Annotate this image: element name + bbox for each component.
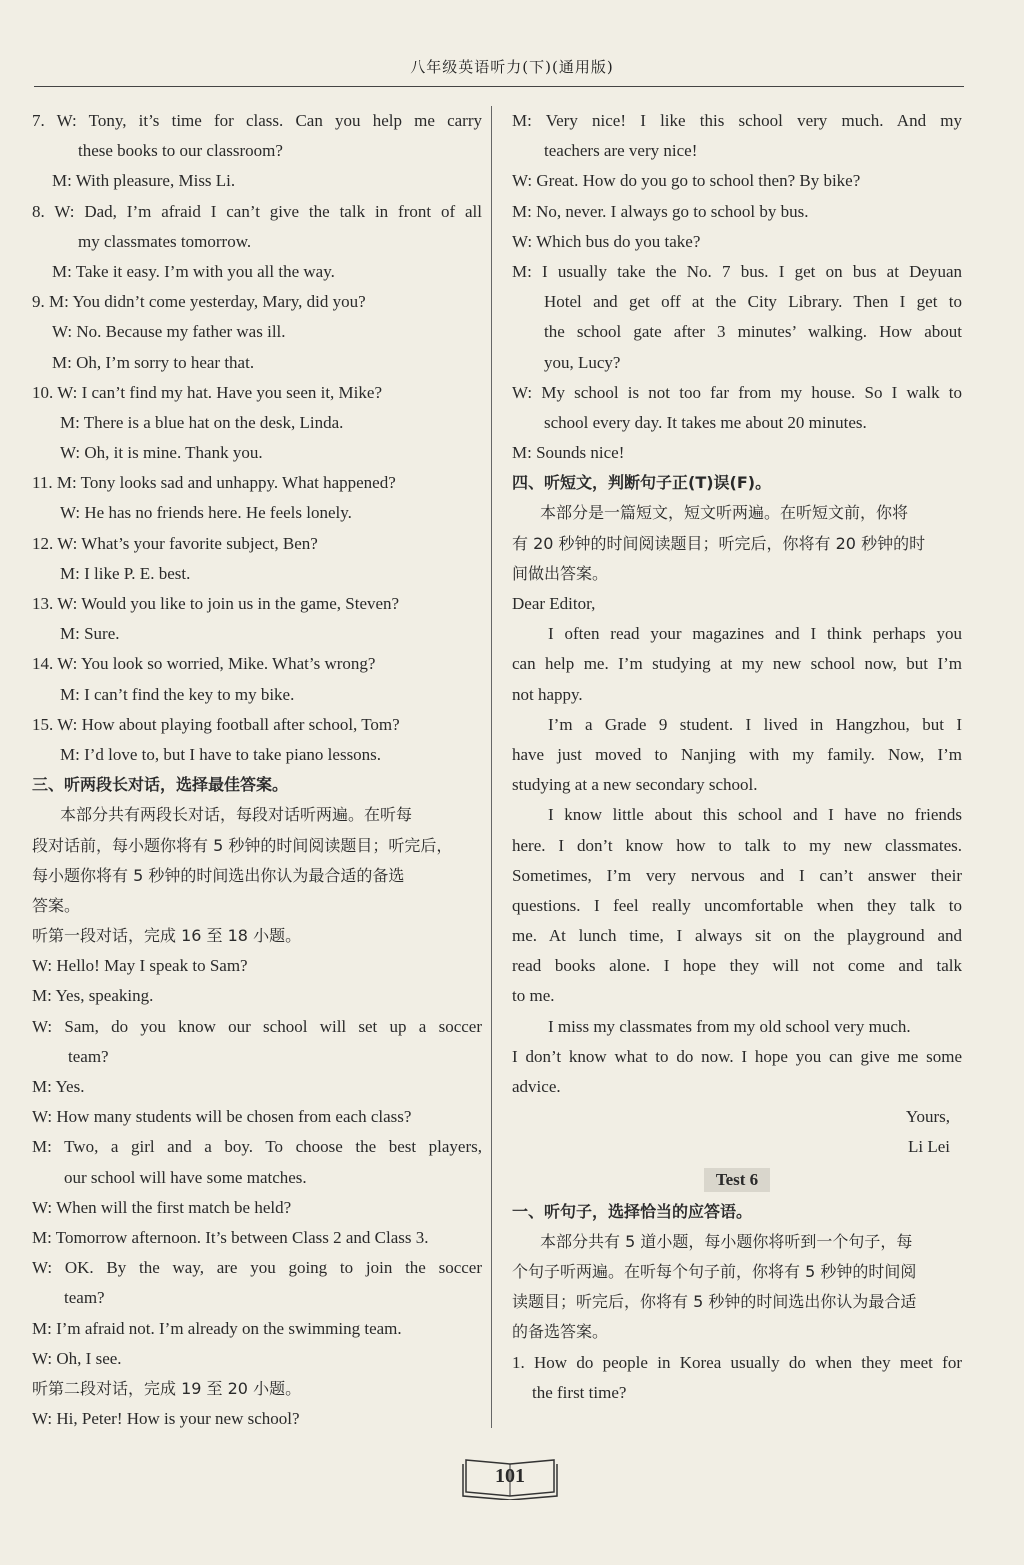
instruction-line: 听第二段对话，完成 19 至 20 小题。 bbox=[32, 1378, 302, 1398]
text-line: school every day. It takes me about 20 minutes. bbox=[544, 412, 867, 432]
text-line: my classmates tomorrow. bbox=[78, 231, 252, 251]
text-line: W: Oh, I see. bbox=[32, 1348, 122, 1368]
column-divider bbox=[491, 106, 492, 1428]
text-line: M: I like P. E. best. bbox=[60, 563, 191, 583]
instruction-line: 段对话前，每小题你将有 5 秒钟的时间阅读题目；听完后， bbox=[32, 835, 453, 855]
text-line: W: Hi, Peter! How is your new school? bbox=[32, 1409, 300, 1429]
text-line: studying at a new secondary school. bbox=[512, 775, 758, 795]
instruction-line: 答案。 bbox=[32, 895, 81, 915]
text-line: teachers are very nice! bbox=[544, 141, 698, 161]
text-line: Sometimes, I’m very nervous and I can’t answer their bbox=[512, 865, 962, 885]
text-line: W: Oh, it is mine. Thank you. bbox=[60, 443, 263, 463]
text-line: 1. How do people in Korea usually do when they meet for bbox=[512, 1352, 962, 1372]
test-title bbox=[512, 1163, 962, 1197]
text-line: read books alone. I hope they will not come and talk bbox=[512, 956, 962, 976]
text-line: W: How many students will be chosen from each class? bbox=[32, 1107, 412, 1127]
text-line: M: There is a blue hat on the desk, Linda. bbox=[60, 412, 344, 432]
text-line: W: Sam, do you know our school will set up a soccer bbox=[32, 1016, 482, 1036]
text-line: 7. W: Tony, it’s time for class. Can you help me carry bbox=[32, 111, 482, 130]
text-line: can help me. I’m studying at my new school now, but I’m bbox=[512, 654, 962, 674]
text-line: M: I usually take the No. 7 bus. I get on bus at Deyuan bbox=[512, 261, 962, 281]
instruction-line: 本部分是一篇短文，短文听两遍。在听短文前，你将 bbox=[540, 503, 909, 523]
instruction-line: 每小题你将有 5 秒钟的时间选出你认为最合适的备选 bbox=[32, 865, 405, 885]
text-line: M: No, never. I always go to school by bus. bbox=[512, 201, 809, 221]
instruction-line: 读题目；听完后，你将有 5 秒钟的时间选出你认为最合适 bbox=[512, 1292, 917, 1312]
section-heading: 四、听短文，判断句子正(T)误(F)。 bbox=[512, 473, 772, 493]
instruction-line: 有 20 秒钟的时间阅读题目；听完后，你将有 20 秒钟的时 bbox=[512, 533, 926, 553]
text-line: 10. W: I can’t find my hat. Have you seen it, Mike? bbox=[32, 382, 382, 402]
text-line: 12. W: What’s your favorite subject, Ben? bbox=[32, 533, 318, 553]
text-line: M: Very nice! I like this school very much. And my bbox=[512, 111, 962, 130]
text-line: our school will have some matches. bbox=[64, 1167, 307, 1187]
text-line: M: Yes. bbox=[32, 1077, 85, 1096]
text-line: these books to our classroom? bbox=[78, 141, 283, 161]
text-line: M: Sure. bbox=[60, 624, 120, 644]
text-line: not happy. bbox=[512, 684, 583, 704]
text-line: advice. bbox=[512, 1077, 561, 1096]
text-line: W: Great. How do you go to school then? By bike? bbox=[512, 171, 861, 191]
letter-signature: Li Lei bbox=[907, 1137, 950, 1157]
text-line: M: With pleasure, Miss Li. bbox=[52, 171, 236, 191]
text-line: 13. W: Would you like to join us in the game, Steven? bbox=[32, 594, 400, 613]
text-line: 14. W: You look so worried, Mike. What’s wrong? bbox=[32, 654, 376, 674]
text-line: me. At lunch time, I always sit on the playground and bbox=[512, 926, 962, 946]
instruction-line: 本部分共有两段长对话，每段对话听两遍。在听每 bbox=[60, 805, 413, 825]
page-number bbox=[460, 1456, 560, 1500]
text-line: W: My school is not too far from my house. So I walk to bbox=[512, 382, 962, 402]
text-line: questions. I feel really uncomfortable when they talk to bbox=[512, 895, 962, 915]
text-line: the first time? bbox=[532, 1382, 627, 1402]
text-line: W: He has no friends here. He feels lonely. bbox=[60, 503, 352, 523]
text-line: 15. W: How about playing football after school, Tom? bbox=[32, 714, 400, 734]
text-line: have just moved to Nanjing with my family. Now, I’m bbox=[512, 744, 962, 764]
text-line: team? bbox=[68, 1046, 109, 1066]
text-line: the school gate after 3 minutes’ walking. How about bbox=[544, 322, 962, 342]
section-heading: 三、听两段长对话，选择最佳答案。 bbox=[32, 775, 289, 795]
instruction-line: 间做出答案。 bbox=[512, 563, 609, 583]
text-line: Hotel and get off at the City Library. Then I get to bbox=[544, 292, 962, 312]
text-line: 8. W: Dad, I’m afraid I can’t give the talk in front of all bbox=[32, 201, 482, 221]
text-line: W: Which bus do you take? bbox=[512, 231, 701, 251]
letter-salutation: Dear Editor, bbox=[512, 594, 596, 613]
text-line: M: I can’t find the key to my bike. bbox=[60, 684, 295, 704]
section-heading: 一、听句子，选择恰当的应答语。 bbox=[512, 1201, 753, 1221]
letter-closing: Yours, bbox=[905, 1107, 950, 1127]
instruction-line: 个句子听两遍。在听每个句子前，你将有 5 秒钟的时间阅 bbox=[512, 1261, 917, 1281]
text-line: team? bbox=[64, 1288, 105, 1308]
left-column bbox=[32, 106, 482, 1434]
text-line: W: Hello! May I speak to Sam? bbox=[32, 956, 248, 976]
text-line: I often read your magazines and I think perhaps you bbox=[548, 624, 962, 644]
text-line: W: OK. By the way, are you going to join the soccer bbox=[32, 1258, 482, 1278]
text-line: I miss my classmates from my old school very much. bbox=[548, 1016, 911, 1036]
right-column bbox=[512, 106, 962, 1408]
text-line: 9. M: You didn’t come yesterday, Mary, did you? bbox=[32, 292, 366, 312]
text-line: to me. bbox=[512, 986, 555, 1006]
text-line: W: No. Because my father was ill. bbox=[52, 322, 286, 342]
text-line: I don’t know what to do now. I hope you can give me some bbox=[512, 1046, 962, 1066]
text-line: M: I’m afraid not. I’m already on the swimming team. bbox=[32, 1318, 402, 1338]
text-line: M: Two, a girl and a boy. To choose the best players, bbox=[32, 1137, 482, 1157]
instruction-line: 听第一段对话，完成 16 至 18 小题。 bbox=[32, 926, 302, 946]
instruction-line: 本部分共有 5 道小题，每小题你将听到一个句子，每 bbox=[540, 1231, 913, 1251]
page-number-label: 101 bbox=[495, 1464, 525, 1487]
text-line: M: Yes, speaking. bbox=[32, 986, 154, 1006]
test-title-label: Test 6 bbox=[704, 1168, 770, 1192]
text-line: M: Oh, I’m sorry to hear that. bbox=[52, 352, 255, 372]
text-line: M: Sounds nice! bbox=[512, 443, 625, 463]
header-rule bbox=[34, 86, 964, 87]
running-header: 八年级英语听力(下)(通用版) bbox=[410, 58, 614, 76]
text-line: 11. M: Tony looks sad and unhappy. What happened? bbox=[32, 473, 396, 493]
text-line: you, Lucy? bbox=[544, 352, 621, 372]
instruction-line: 的备选答案。 bbox=[512, 1322, 609, 1342]
text-line: M: I’d love to, but I have to take piano lessons. bbox=[60, 744, 382, 764]
text-line: W: When will the first match be held? bbox=[32, 1197, 292, 1217]
text-line: I know little about this school and I have no friends bbox=[548, 805, 962, 825]
text-line: M: Tomorrow afternoon. It’s between Class 2 and Class 3. bbox=[32, 1227, 429, 1247]
text-line: here. I don’t know how to talk to my new classmates. bbox=[512, 835, 962, 855]
text-line: M: Take it easy. I’m with you all the way. bbox=[52, 261, 335, 281]
text-line: I’m a Grade 9 student. I lived in Hangzhou, but I bbox=[548, 714, 962, 734]
